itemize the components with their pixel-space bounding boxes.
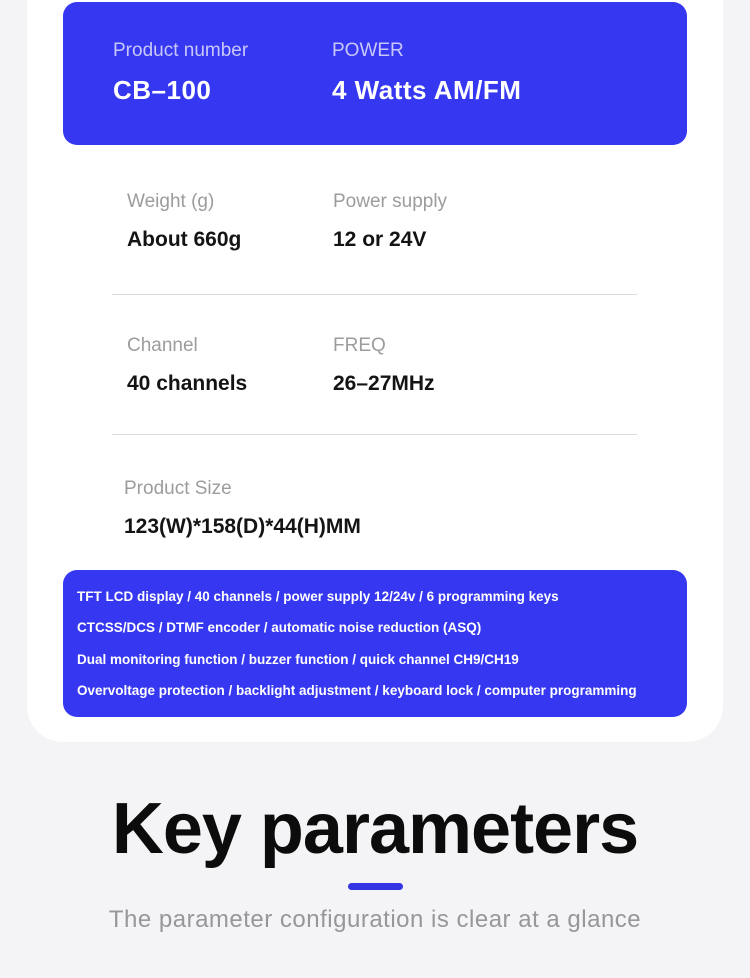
- spec-row-product-size: [124, 435, 723, 539]
- hero-value: CB–100: [113, 75, 212, 105]
- spec-field-weight: [127, 191, 333, 252]
- spec-field-product-size: [124, 478, 723, 539]
- spec-label: Weight (g): [127, 191, 215, 212]
- hero-label: POWER: [332, 40, 404, 61]
- page-title: Key parameters: [111, 789, 639, 869]
- spec-value: About 660g: [127, 228, 242, 251]
- feature-line: Overvoltage protection / backlight adjustment / keyboard lock / computer programming: [77, 683, 637, 698]
- spec-value: 26–27MHz: [333, 372, 435, 395]
- spec-field-channel: [127, 335, 333, 396]
- spec-row-weight-power: [127, 145, 723, 252]
- feature-line: Dual monitoring function / buzzer function / quick channel CH9/CH19: [77, 651, 519, 667]
- hero-label: Product number: [113, 40, 249, 61]
- hero-field-power: [332, 40, 687, 145]
- features-banner: [63, 570, 687, 717]
- hero-field-product-number: [113, 40, 332, 145]
- hero-value: 4 Watts AM/FM: [332, 75, 522, 105]
- hero-banner: [63, 2, 687, 145]
- spec-field-freq: [333, 335, 723, 396]
- spec-label: FREQ: [333, 335, 386, 356]
- title-underline-bar: [348, 883, 403, 890]
- spec-value: 40 channels: [127, 372, 248, 395]
- spec-field-power-supply: [333, 191, 723, 252]
- page-subtitle: The parameter configuration is clear at a glance: [108, 906, 642, 934]
- feature-line: CTCSS/DCS / DTMF encoder / automatic noise reduction (ASQ): [77, 620, 482, 635]
- spec-label: Power supply: [333, 191, 448, 212]
- spec-value: 123(W)*158(D)*44(H)MM: [124, 515, 361, 538]
- spec-value: 12 or 24V: [333, 228, 427, 251]
- spec-card: [27, 0, 723, 742]
- spec-row-channel-freq: [127, 295, 723, 396]
- spec-label: Product Size: [124, 478, 232, 499]
- section-footer: [0, 790, 750, 934]
- feature-line: TFT LCD display / 40 channels / power supply 12/24v / 6 programming keys: [77, 588, 559, 604]
- spec-label: Channel: [127, 335, 198, 356]
